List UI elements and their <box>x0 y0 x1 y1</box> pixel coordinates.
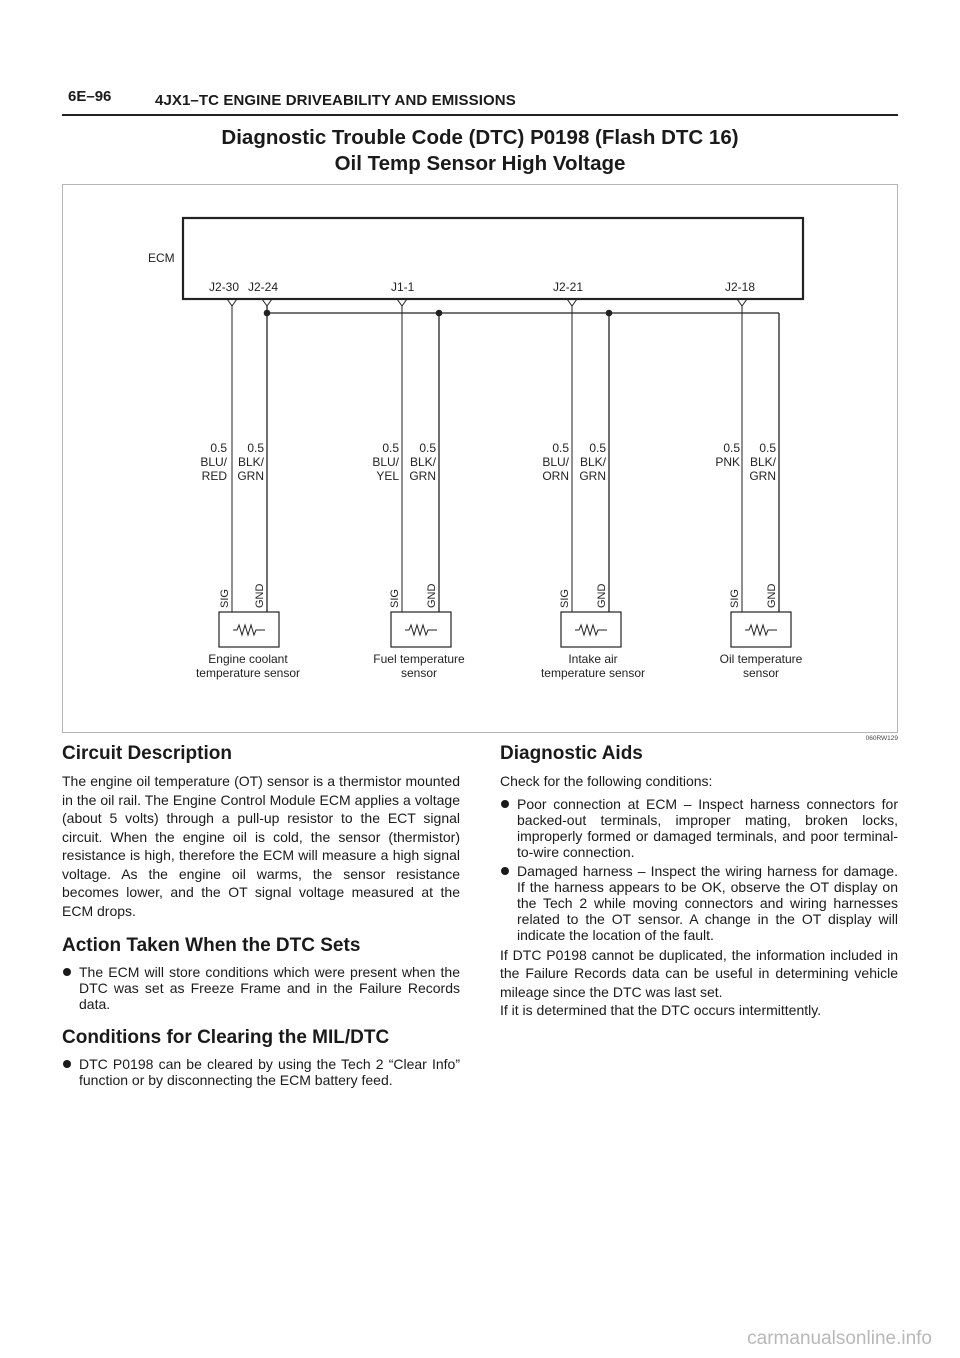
sig-gauge-3: 0.5 <box>552 441 569 455</box>
sensor-group-4 <box>715 441 802 680</box>
gnd-color-1b: GRN <box>237 469 264 483</box>
sensor-name-1a: Engine coolant <box>208 652 288 666</box>
gnd-color-2b: GRN <box>409 469 436 483</box>
sig-pin-label-2: SIG <box>389 589 401 608</box>
sig-pin-label-3: SIG <box>559 589 571 608</box>
diagnostic-aids-item-2 <box>500 863 898 943</box>
diagnostic-aids-item-text: Poor connection at ECM – Inspect harness connectors for backed-out terminals, improper mating, broken locks, improperly formed or damaged terminals, and poor terminal-to-wire connection. <box>517 795 898 860</box>
gnd-color-4a: BLK/ <box>749 455 776 469</box>
page-title <box>62 125 898 177</box>
sensor-name-3a: Intake air <box>568 652 618 666</box>
sig-color-3a: BLU/ <box>542 455 569 469</box>
sensor-body-2 <box>391 612 451 647</box>
running-head: 4JX1–TC ENGINE DRIVEABILITY AND EMISSIONS <box>155 92 516 109</box>
diagnostic-aids-heading: Diagnostic Aids <box>500 743 643 764</box>
sensor-name-2b: sensor <box>400 666 438 680</box>
sensor-group-3 <box>541 441 645 680</box>
sig-color-1b: RED <box>201 469 227 483</box>
gnd-pin-label-1: GND <box>254 583 266 608</box>
sensor-name-2a: Fuel temperature <box>373 652 465 666</box>
sig-color-2b: YEL <box>376 469 399 483</box>
pin-label-5: J2-18 <box>725 280 756 294</box>
sensor-name-4b: sensor <box>742 666 780 680</box>
bullet-icon <box>63 1060 71 1068</box>
action-taken-item <box>62 964 460 1012</box>
circuit-description-heading: Circuit Description <box>62 743 232 764</box>
bullet-icon <box>501 867 509 875</box>
bullet-icon <box>63 968 71 976</box>
circuit-description-body: The engine oil temperature (OT) sensor is a thermistor mounted in the oil rail. The Engine Control Module ECM applies a voltage (about 5 volts) through a pull-up resistor to the ECT signal circuit. When the engine oil is cold, the sensor (thermistor) resistance is high, therefore the ECM will measure a high signal voltage. As the engine oil warms, the sensor resistance becomes lower, and the OT signal voltage measured at the ECM drops. <box>62 773 460 919</box>
sensor-body-3 <box>561 612 621 647</box>
clearing-heading: Conditions for Clearing the MIL/DTC <box>62 1027 390 1048</box>
diagnostic-aids-list <box>500 796 898 943</box>
gnd-color-3a: BLK/ <box>579 455 606 469</box>
sig-gauge-2: 0.5 <box>382 441 399 455</box>
wiring-diagram-svg <box>63 185 897 732</box>
gnd-gauge-2: 0.5 <box>419 441 436 455</box>
sig-pin-label-4: SIG <box>729 589 741 608</box>
action-taken-item-text: The ECM will store conditions which were present when the DTC was set as Freeze Frame and in the Failure Records data. <box>79 964 460 1012</box>
diagnostic-aids-item-text: Damaged harness – Inspect the wiring harness for damage. If the harness appears to be OK, observe the OT display on the Tech 2 while moving connectors and wiring harnesses related to the OT sensor. A change in the OT display will indicate the location of the fault. <box>517 862 898 943</box>
sig-gauge-4: 0.5 <box>723 441 740 455</box>
sensor-name-3b: temperature sensor <box>540 666 646 680</box>
clearing-item <box>62 1056 460 1088</box>
sensor-body-4 <box>731 612 791 647</box>
clearing-item-text: DTC P0198 can be cleared by using the Tech 2 “Clear Info” function or by disconnecting the ECM battery feed. <box>79 1056 460 1088</box>
bullet-icon <box>501 800 509 808</box>
gnd-gauge-3: 0.5 <box>589 441 606 455</box>
gnd-pin-label-3: GND <box>596 583 608 608</box>
pin-label-4: J2-21 <box>553 280 584 294</box>
diagnostic-aids-item-1 <box>500 796 898 860</box>
sensor-group-2 <box>372 441 465 680</box>
gnd-color-4b: GRN <box>749 469 776 483</box>
pin-label-1: J2-30 <box>209 280 240 294</box>
action-taken-list <box>62 964 460 1012</box>
sig-color-4a: PNK <box>715 455 740 469</box>
gnd-gauge-4: 0.5 <box>759 441 776 455</box>
sig-color-3b: ORN <box>542 469 569 483</box>
title-line-2: Oil Temp Sensor High Voltage <box>334 152 626 175</box>
sensor-body-1 <box>219 612 279 647</box>
header-rule <box>62 114 898 116</box>
watermark: carmanualsonline.info <box>747 1328 932 1349</box>
diagnostic-aids-closing-1: If DTC P0198 cannot be duplicated, the information included in the Failure Records data can be useful in determining vehicle mileage since the DTC was last set. <box>500 946 898 1000</box>
sig-color-1a: BLU/ <box>200 455 227 469</box>
figure-id: 060RW129 <box>865 735 898 742</box>
pin-label-3: J1-1 <box>391 280 415 294</box>
clearing-list <box>62 1056 460 1088</box>
gnd-color-3b: GRN <box>579 469 606 483</box>
gnd-pin-label-2: GND <box>426 583 438 608</box>
diagnostic-aids-closing-2: If it is determined that the DTC occurs intermittently. <box>500 1002 822 1018</box>
sensor-name-1b: temperature sensor <box>195 666 301 680</box>
right-column <box>500 742 898 1020</box>
sig-pin-label-1: SIG <box>219 589 231 608</box>
gnd-color-2a: BLK/ <box>409 455 436 469</box>
sig-color-2a: BLU/ <box>372 455 399 469</box>
diagnostic-aids-intro: Check for the following conditions: <box>500 773 713 789</box>
title-line-1: Diagnostic Trouble Code (DTC) P0198 (Flash DTC 16) <box>221 126 739 149</box>
sig-gauge-1: 0.5 <box>210 441 227 455</box>
sensor-group-1 <box>196 441 300 680</box>
sensor-name-4a: Oil temperature <box>719 652 803 666</box>
gnd-color-1a: BLK/ <box>237 455 264 469</box>
left-column <box>62 742 460 1091</box>
pin-label-2: J2-24 <box>248 280 279 294</box>
gnd-pin-label-4: GND <box>766 583 778 608</box>
action-taken-heading: Action Taken When the DTC Sets <box>62 935 361 956</box>
page-number: 6E–96 <box>68 88 112 105</box>
wiring-diagram <box>62 184 898 733</box>
ecm-label: ECM <box>148 251 175 265</box>
gnd-gauge-1: 0.5 <box>247 441 264 455</box>
